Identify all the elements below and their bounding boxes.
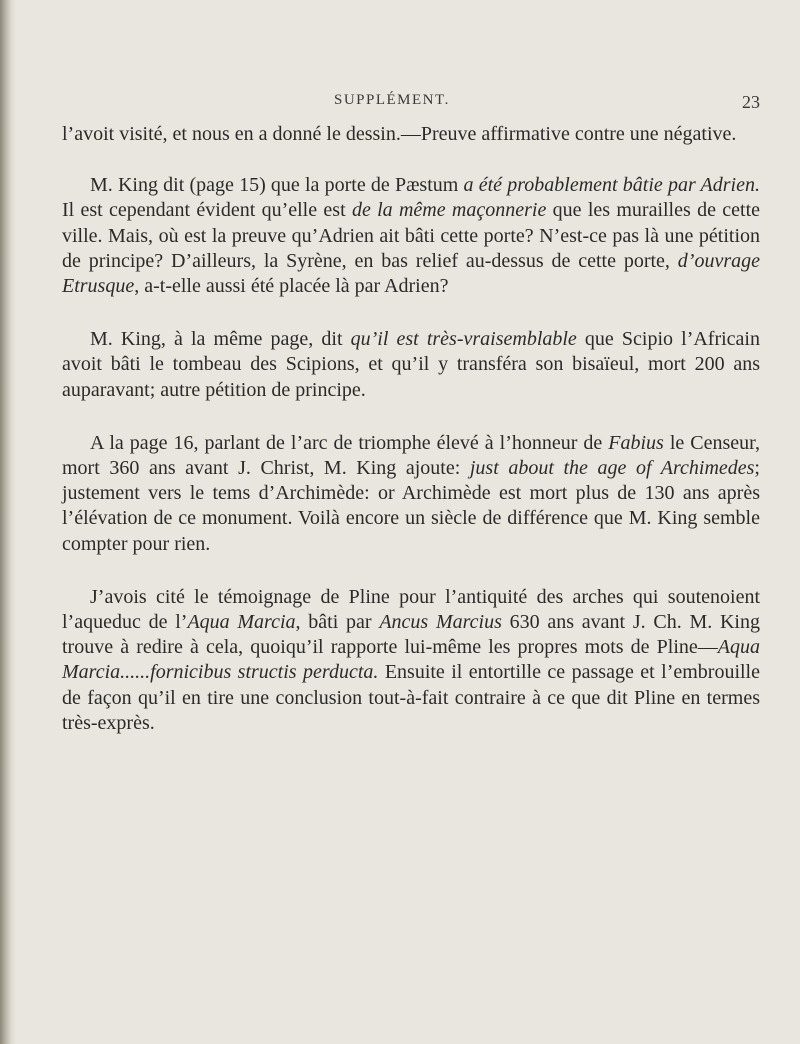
- paragraph-5: [62, 585, 760, 736]
- italic-segment: Fabius: [608, 431, 664, 454]
- text-segment: M. King, à la même page, dit: [90, 328, 351, 351]
- text-segment: que Scipio l’Africain avoit bâti le tombeau des Scipions, et qu’il y transféra son bisaïeul, mort 200 ans auparavant; autre pétition de principe.: [62, 328, 760, 401]
- running-head: [62, 92, 760, 122]
- italic-segment: Aqua Marcia......fornicibus structis perducta.: [62, 636, 760, 684]
- paragraph-4: [62, 431, 760, 557]
- italic-segment: d’ouvrage Etrusque: [62, 249, 760, 298]
- italic-segment: just about the age of Archimedes: [469, 457, 755, 480]
- paragraph-1: [62, 122, 760, 147]
- text-segment: , bâti par: [295, 611, 380, 634]
- paragraph-3: [62, 327, 760, 403]
- text-segment: ; justement vers le tems d’Archimède: or Archimède est mort plus de 130 ans après l’élévation de ce monument. Voilà encore un siècle de différence que M. King semble compter pour rien.: [62, 457, 760, 555]
- text-segment: , a-t-elle aussi été placée là par Adrien?: [134, 275, 449, 298]
- italic-segment: Ancus Marcius: [379, 611, 502, 634]
- text-segment: Il est cependant évident qu’elle est: [62, 199, 352, 222]
- text-segment: 630 ans avant J. Ch. M. King trouve à redire à cela, quoiqu’il rapporte lui-même les propres mots de Pline—: [62, 611, 760, 659]
- text-segment: M. King dit (page 15) que la porte de Pæstum: [90, 174, 464, 197]
- text-segment: que les murailles de cette ville. Mais, où est la preuve qu’Adrien ait bâti cette porte? N’est-ce pas là une pétition de principe? D’ailleurs, la Syrène, en bas relief au-dessus de cette porte,: [62, 199, 761, 272]
- text-segment: l’avoit visité, et nous en a donné le dessin.—Preuve affirmative contre une négative.: [62, 123, 737, 145]
- page-binding-edge: [0, 0, 16, 1044]
- italic-segment: de la même maçonnerie: [351, 199, 547, 222]
- text-segment: Ensuite il entortille ce passage et l’embrouille de façon qu’il en tire une conclusion tout-à-fait contraire à ce que dit Pline en termes très-exprès.: [62, 661, 760, 734]
- running-title: SUPPLÉMENT.: [334, 92, 450, 108]
- paragraph-2: [62, 173, 760, 299]
- page-number: 23: [742, 92, 760, 112]
- text-segment: J’avois cité le témoignage de Pline pour l’antiquité des arches qui soutenoient l’aqueduc de l’: [62, 585, 760, 634]
- book-page: [62, 92, 760, 736]
- italic-segment: qu’il est très-vraisemblable: [350, 328, 577, 351]
- text-segment: A la page 16, parlant de l’arc de triomphe élevé à l’honneur de: [90, 431, 609, 454]
- text-segment: le Censeur, mort 360 ans avant J. Christ, M. King ajoute:: [62, 431, 761, 480]
- italic-segment: a été probablement bâtie par Adrien.: [463, 174, 760, 197]
- italic-segment: Aqua Marcia: [187, 611, 296, 634]
